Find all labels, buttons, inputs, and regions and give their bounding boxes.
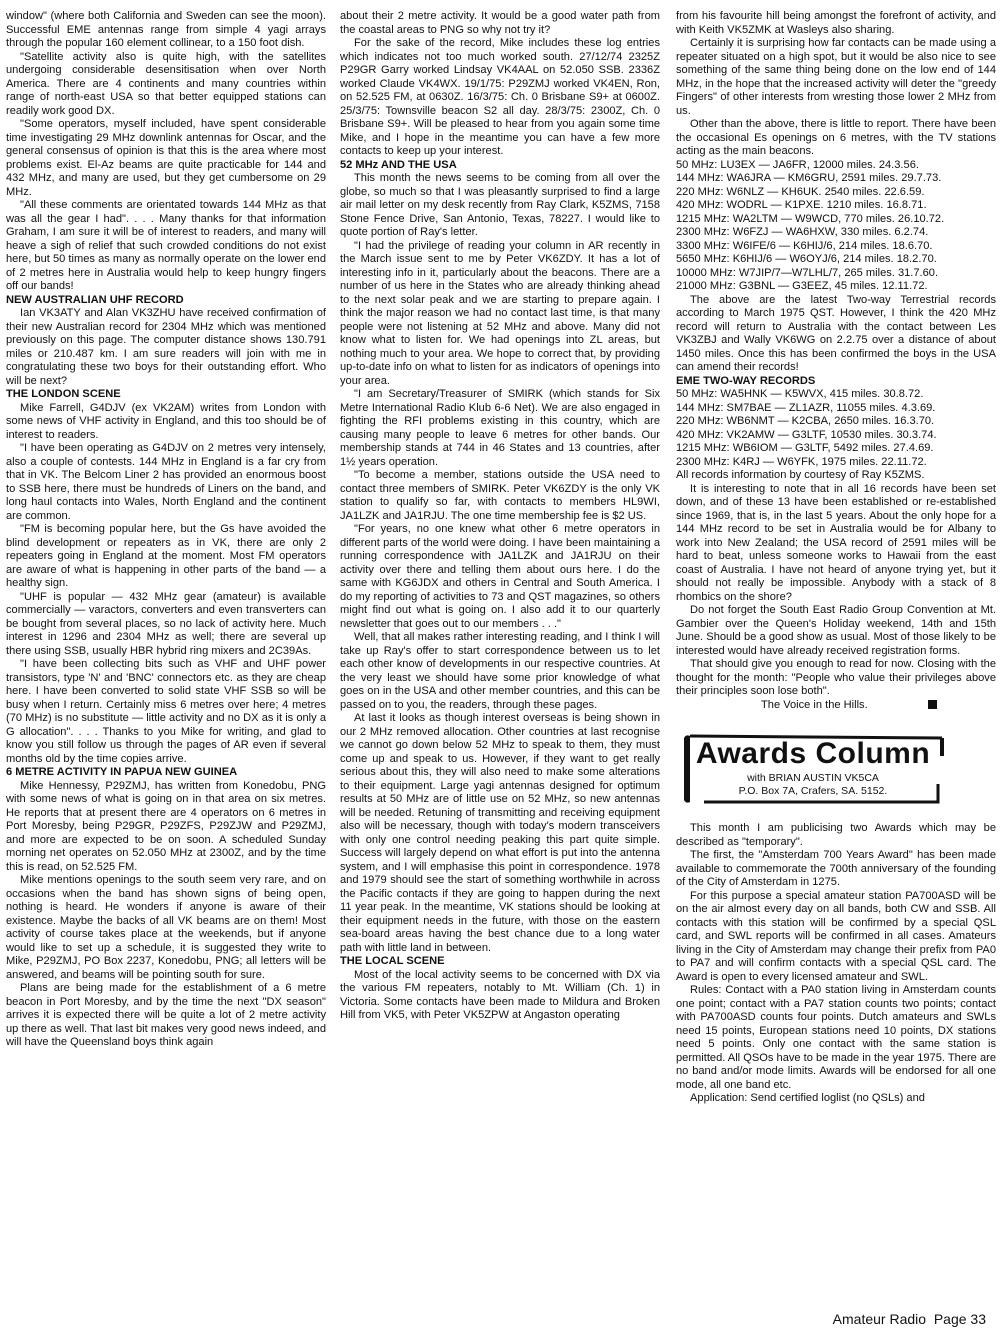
- awards-column-title: Awards Column: [695, 737, 931, 770]
- signature-text: The Voice in the Hills.: [761, 698, 868, 711]
- paragraph: This month I am publicising two Awards which may be described as "temporary".: [676, 822, 996, 848]
- signature-line: [676, 699, 996, 713]
- section-heading: EME TWO-WAY RECORDS: [676, 374, 816, 387]
- section-heading: THE LOCAL SCENE: [340, 955, 445, 967]
- record-line: All records information by courtesy of Ray K5ZMS.: [676, 469, 925, 481]
- paragraph: "I am Secretary/Treasurer of SMIRK (which stands for Six Metre International Radio Klub 6-6 Net). We are also engaged in fighting the RFI problems existing in this country, which are causing many people to leave 6 metres for other bands. Our membership stands at 744 in 46 States and 13 countries, after 1½ years operation.: [340, 388, 660, 468]
- record-line: 2300 MHz: K4RJ — W6YFK, 1975 miles. 22.11.72.: [676, 455, 927, 468]
- paragraph: "I have been operating as G4DJV on 2 metres very intensely, also a couple of contests. 144 MHz in England is a far cry from that in VK. The Belcom Liner 2 has provided an enormous boost to SSB here, there must be hundreds of Liners on the band, and long haul contacts into Wales, North England and the continent are common.: [6, 442, 326, 522]
- paragraph: "Some operators, myself included, have spent considerable time investigating 29 MHz downlink antennas for Oscar, and the general consensus of opinion is that this is the area where most problems exist. El-Az beams are quite practicable for 144 and 432 MHz, and many are used, but they get cumbersome on 29 MHz.: [6, 118, 326, 198]
- magazine-name: Amateur Radio: [832, 1311, 927, 1327]
- section-heading: NEW AUSTRALIAN UHF RECORD: [6, 293, 184, 306]
- record-line: 10000 MHz: W7JIP/7—W7LHL/7, 265 miles. 31.7.60.: [676, 266, 939, 279]
- column-2: [340, 10, 660, 1023]
- page-footer: [833, 1310, 986, 1328]
- page-number: Page 33: [933, 1311, 986, 1327]
- record-line: 420 MHz: WODRL — K1PXE. 1210 miles. 16.8.71.: [676, 199, 927, 211]
- awards-column-banner: [680, 732, 946, 806]
- paragraph: Other than the above, there is little to report. There have been the occasional Es openings on 6 metres, with the TV stations acting as the main beacons.: [676, 118, 996, 157]
- paragraph: Mike Hennessy, P29ZMJ, has written from Konedobu, PNG with some news of what is going on in that area on six metres. He reports that at present there are 4 operators on 6 metres in Port Moresby, being P29GR, P29ZFS, P29ZJW and P29ZMJ, and more are expected to be on soon. A scheduled Sunday morning net operates on 52.050 MHz at 2300Z, and by the time this is read, on 52.525 FM.: [6, 779, 326, 873]
- paragraph: Most of the local activity seems to be concerned with DX via the various FM repeaters, notably to Mt. William (Ch. 1) in Victoria. Some contacts have been made to Mildura and Broken Hill from VK5, with Peter VK5ZPW at Angaston operating: [340, 968, 660, 1021]
- paragraph: Rules: Contact with a PA0 station living in Amsterdam counts one point; contact with a PA7 station counts two points; contact with PA700ASD counts four points. Dutch amateurs and SWLs need 15 points, European stations need 10 points, DX stations need 5 points. Only one contact with the same station is permitted. All QSOs have to be made in the year 1975. There are no band and/or mode limits. Awards will be endorsed for all one mode, all one band etc.: [676, 984, 996, 1091]
- paragraph: "UHF is popular — 432 MHz gear (amateur) is available commercially — varactors, converters and even transverters can be bought from several places, so no lack of activity here. Much interest in 1296 and 2304 MHz as well; there are several up there using SSB, usually HBR hybrid ring mixers and 2C39As.: [6, 590, 326, 657]
- paragraph: The above are the latest Two-way Terrestrial records according to March 1975 QST. However, I think the 420 MHz record will return to Australia with the contact between Les VK3ZBJ and Wally VK6WG on 2.2.75 over a distance of about 1450 miles. Once this has been confirmed the boys in the USA can amend their records!: [676, 293, 996, 373]
- paragraph: Mike Farrell, G4DJV (ex VK2AM) writes from London with some news of VHF activity in England, and this too should be of interest to readers.: [6, 401, 326, 441]
- section-heading: 6 METRE ACTIVITY IN PAPUA NEW GUINEA: [6, 766, 238, 778]
- record-line: 220 MHz: WB6NMT — K2CBA, 2650 miles. 16.3.70.: [676, 415, 935, 427]
- awards-address: P.O. Box 7A, Crafers, SA. 5152.: [738, 785, 888, 797]
- record-line: 50 MHz: WA5HNK — K5WVX, 415 miles. 30.8.72.: [676, 388, 924, 400]
- paragraph: Mike mentions openings to the south seem very rare, and on occasions when the band has shown signs of being open, nothing is heard. He wonders if anyone is aware of their existence. Maybe the backs of all VK beams are on them! Most activity of course takes place at the weekends, but if anyone would like to set up a schedule, it is suggested they write to Mike, P29ZMJ, PO Box 2237, Konedobu, PNG; all letters will be answered, and beams will be pointing south for sure.: [6, 874, 326, 981]
- paragraph: "All these comments are orientated towards 144 MHz as that was all the gear I had". . . . Many thanks for that information Graham, I am sure it will be of interest to readers, and many will heave a sigh of relief that such crowded conditions do not exist here, but 50 times as many as normally operate on the lower end of 2 metres here in Australia would help to keep hungry fingers off our bands!: [6, 199, 326, 292]
- paragraph: "For years, no one knew what other 6 metre operators in different parts of the world were doing. I have been maintaining a running correspondence with JA1LZK and JA1RJU on their activity over there and telling them about ours here. I do the same with KG6JDX and others in Central and South America. I do my reporting of activities to 73 and QST magazines, so others might find out what is going on. I also add it to our quarterly newsletter that goes out to our members . . .": [340, 523, 660, 630]
- paragraph: "Satellite activity also is quite high, with the satellites undergoing considerable desensitisation when over North America. There are 4 continents and many countries within range of north-east USA so that better equipped stations can readily work good DX.: [6, 50, 326, 117]
- paragraph: Application: Send certified loglist (no QSLs) and: [690, 1092, 925, 1104]
- paragraph: Do not forget the South East Radio Group Convention at Mt. Gambier over the Queen's Holiday weekend, 14th and 15th June. Should be a good show as usual. Most of those likely to be interested would have already received registration forms.: [676, 604, 996, 657]
- paragraph: For the sake of the record, Mike includes these log entries which indicates not too much worked south. 27/12/74 2325Z P29GR Garry worked Lindsay VK4AAL on 52.050 SSB. 2336Z worked Claude VK4WX. 19/1/75: P29ZMJ worked VK4EN, Ron, on 52.525 FM, at 0630Z. 16/3/75: Ch. 0 Brisbane S9+ at 0600Z. 25/3/75: Townsville beacon S2 all day. 28/3/75: 2300Z, Ch. 0 Brisbane S9+. Will be pleased to hear from you again some time Mike, and I hope in the meantime you can have a few more contacts to keep up your interest.: [340, 37, 660, 157]
- column-3: [676, 10, 996, 1106]
- paragraph: Plans are being made for the establishment of a 6 metre beacon in Port Moresby, and by the time the next "DX season" arrives it is expected there will be quite a lot of 2 metre activity up there as well. That last bit makes very good news indeed, and will have the Queensland boys think again: [6, 982, 326, 1048]
- record-line: 50 MHz: LU3EX — JA6FR, 12000 miles. 24.3.56.: [676, 158, 919, 171]
- paragraph: The first, the "Amsterdam 700 Years Award" has been made available to commemorate the 700th anniversary of the founding of the City of Amsterdam in 1275.: [676, 849, 996, 888]
- record-line: 144 MHz: WA6JRA — KM6GRU, 2591 miles. 29.7.73.: [676, 172, 942, 184]
- column-1: [6, 10, 326, 1050]
- awards-byline: with BRIAN AUSTIN VK5CA: [747, 772, 879, 784]
- paragraph: window" (where both California and Sweden can see the moon). Successful EME antennas range from simple 4 yagi arrays through the popular 160 element collinear, to a 150 foot dish.: [6, 10, 326, 49]
- record-line: 3300 MHz: W6IFE/6 — K6HIJ/6, 214 miles. 18.6.70.: [676, 239, 933, 252]
- paragraph: about their 2 metre activity. It would be a good water path from the coastal areas to PNG so why not try it?: [340, 10, 660, 36]
- record-line: 420 MHz: VK2AMW — G3LTF, 10530 miles. 30.3.74.: [676, 428, 937, 441]
- paragraph: "FM is becoming popular here, but the Gs have avoided the blind development or repeaters as in VK, there are only 2 repeaters going in England at the moment. Most FM operators are aware of what is happening in other parts of the band — a healthy sign.: [6, 523, 326, 589]
- record-line: 144 MHz: SM7BAE — ZL1AZR, 11055 miles. 4.3.69.: [676, 401, 936, 414]
- section-heading: 52 MHz AND THE USA: [340, 158, 457, 171]
- record-line: 5650 MHz: K6HIJ/6 — W6OYJ/6, 214 miles. 18.2.70.: [676, 253, 937, 265]
- paragraph: This month the news seems to be coming from all over the globe, so much so that I was pleasantly surprised to find a large air mail letter on my desk recently from Ray Clark, K5ZMS, 7158 Stone Fence Drive, San Antonio, Texas, 78227. I would like to quote portion of Ray's letter.: [340, 172, 660, 238]
- paragraph: Certainly it is surprising how far contacts can be made using a repeater situated on a high spot, but it would be also nice to see something of the same thing being done on the low end of 144 MHz, in the hope that the increased activity will deter the "greedy Fingers" of other interests from wresting those lower 2 MHz from us.: [676, 37, 996, 117]
- paragraph: At last it looks as though interest overseas is being shown in our 2 MHz removed allocation. Other countries at last recognise we cannot go down below 52 MHz to speak to them, they must come up and speak to us. However, if they want to get really serious about this, they will also need to make some alterations to their equipment. Large yagi antennas designed for optimum results at 50 MHz are of little use on 52 MHz, so new antennas will be needed. Retuning of transmitting and receiving equipment also will be necessary, though with today's modern transceivers with only one control needing peaking this part quite simple. Success will largely depend on what effort is put into the antenna system, and I will emphasise this point in correspondence. 1978 and 1979 should see the start of something worthwhile in across the Pacific contacts if they are going to happen during the next 11 year peak. In the meantime, VK stations should be looking at their equipment needs in the future, with those on the eastern sea-board areas having the best chance due to a long water path with little land in between.: [340, 712, 660, 954]
- paragraph: "I had the privilege of reading your column in AR recently in the March issue sent to me by Peter VK6ZDY. It has a lot of interesting info in it, particularly about the beacons. There are a number of us here in the States who are already thinking ahead to the next solar peak and we are starting to prepare again. I think the major reason we had no contact last time, is that many people were not listening at 52 MHz and above. Many did not know what to listen for. We had openings into ZL areas, but nothing much to your area. We hope to correct that, by providing up-to-date info on what to listen for as indicators of openings into your area.: [340, 239, 660, 387]
- paragraph: Ian VK3ATY and Alan VK3ZHU have received confirmation of their new Australian record for 2304 MHz which was mentioned previously on this page. The computer distance shows 130.791 miles or 210.487 km. I am sure readers will join with me in congratulating these two boys for their outstanding effort. Who will be next?: [6, 307, 326, 387]
- paragraph: Well, that all makes rather interesting reading, and I think I will take up Ray's offer to start correspondence between us to let each other know of developments in our respective countries. At the very least we should have some prior knowledge of what goes on in the USA and other member countries, and this can be passed on to you, the readers, through these pages.: [340, 631, 660, 711]
- record-line: 21000 MHz: G3BNL — G3EEZ, 45 miles. 12.11.72.: [676, 280, 928, 292]
- record-line: 2300 MHz: W6FZJ — WA6HXW, 330 miles. 6.2.74.: [676, 226, 929, 238]
- paragraph: For this purpose a special amateur station PA700ASD will be on the air almost every day on all bands, both CW and SSB. All contacts with this station will be confirmed by a special QSL card, and SWL reports will be confirmed in all cases. Amateurs living in the City of Amsterdam may change their prefix from PA0 to PA7 and will confirm contacts with a special QSL card. The Award is open to every licensed amateur and SWL.: [676, 889, 996, 983]
- record-line: 220 MHz: W6NLZ — KH6UK. 2540 miles. 22.6.59.: [676, 185, 925, 198]
- paragraph: That should give you enough to read for now. Closing with the thought for the month: "People who value their privileges above their principles soon lose both".: [676, 658, 996, 697]
- paragraph: from his favourite hill being amongst the forefront of activity, and with Keith VK5ZMK at Wasleys also sharing.: [676, 10, 996, 36]
- record-line: 1215 MHz: WB6IOM — G3LTF, 5492 miles. 27.4.69.: [676, 442, 934, 454]
- paragraph: "To become a member, stations outside the USA need to contact three members of SMIRK. Peter VK6ZDY is the only VK station to qualify so far, with contacts to members HL9WI, JA1LZK and JA1RJU. The one time membership fee is $2 US.: [340, 469, 660, 522]
- record-line: 1215 MHz: WA2LTM — W9WCD, 770 miles. 26.10.72.: [676, 212, 945, 225]
- paragraph: "I have been collecting bits such as VHF and UHF power transistors, type 'N' and 'BNC' connectors etc. as they are cheap here. I have been converted to solid state VHF SSB so will be busy when I return. Certainly miss 6 metres over here; 4 metres (70 MHz) is no substitute — little activity and no DX as it is only a G allocation". . . . Thanks to you Mike for writing, and glad to know you still follow us through the pages of AR even if several months old by the time copies arrive.: [6, 658, 326, 765]
- end-of-article-mark: [928, 700, 937, 709]
- paragraph: It is interesting to note that in all 16 records have been set down, and of these 13 have been established or re-established since 1969, that is, in the last 5 years. About the only hope for a 144 MHz record to be set in Australia would be for Albany to work into New Zealand; the USA record of 2591 miles will be hard to beat, unless someone works to Hawaii from the east coast of Australia. I have not heard of anyone trying yet, but it should not really be impossible. Anybody with a stack of 8 rhombics on the shore?: [676, 482, 996, 603]
- section-heading: THE LONDON SCENE: [6, 388, 121, 400]
